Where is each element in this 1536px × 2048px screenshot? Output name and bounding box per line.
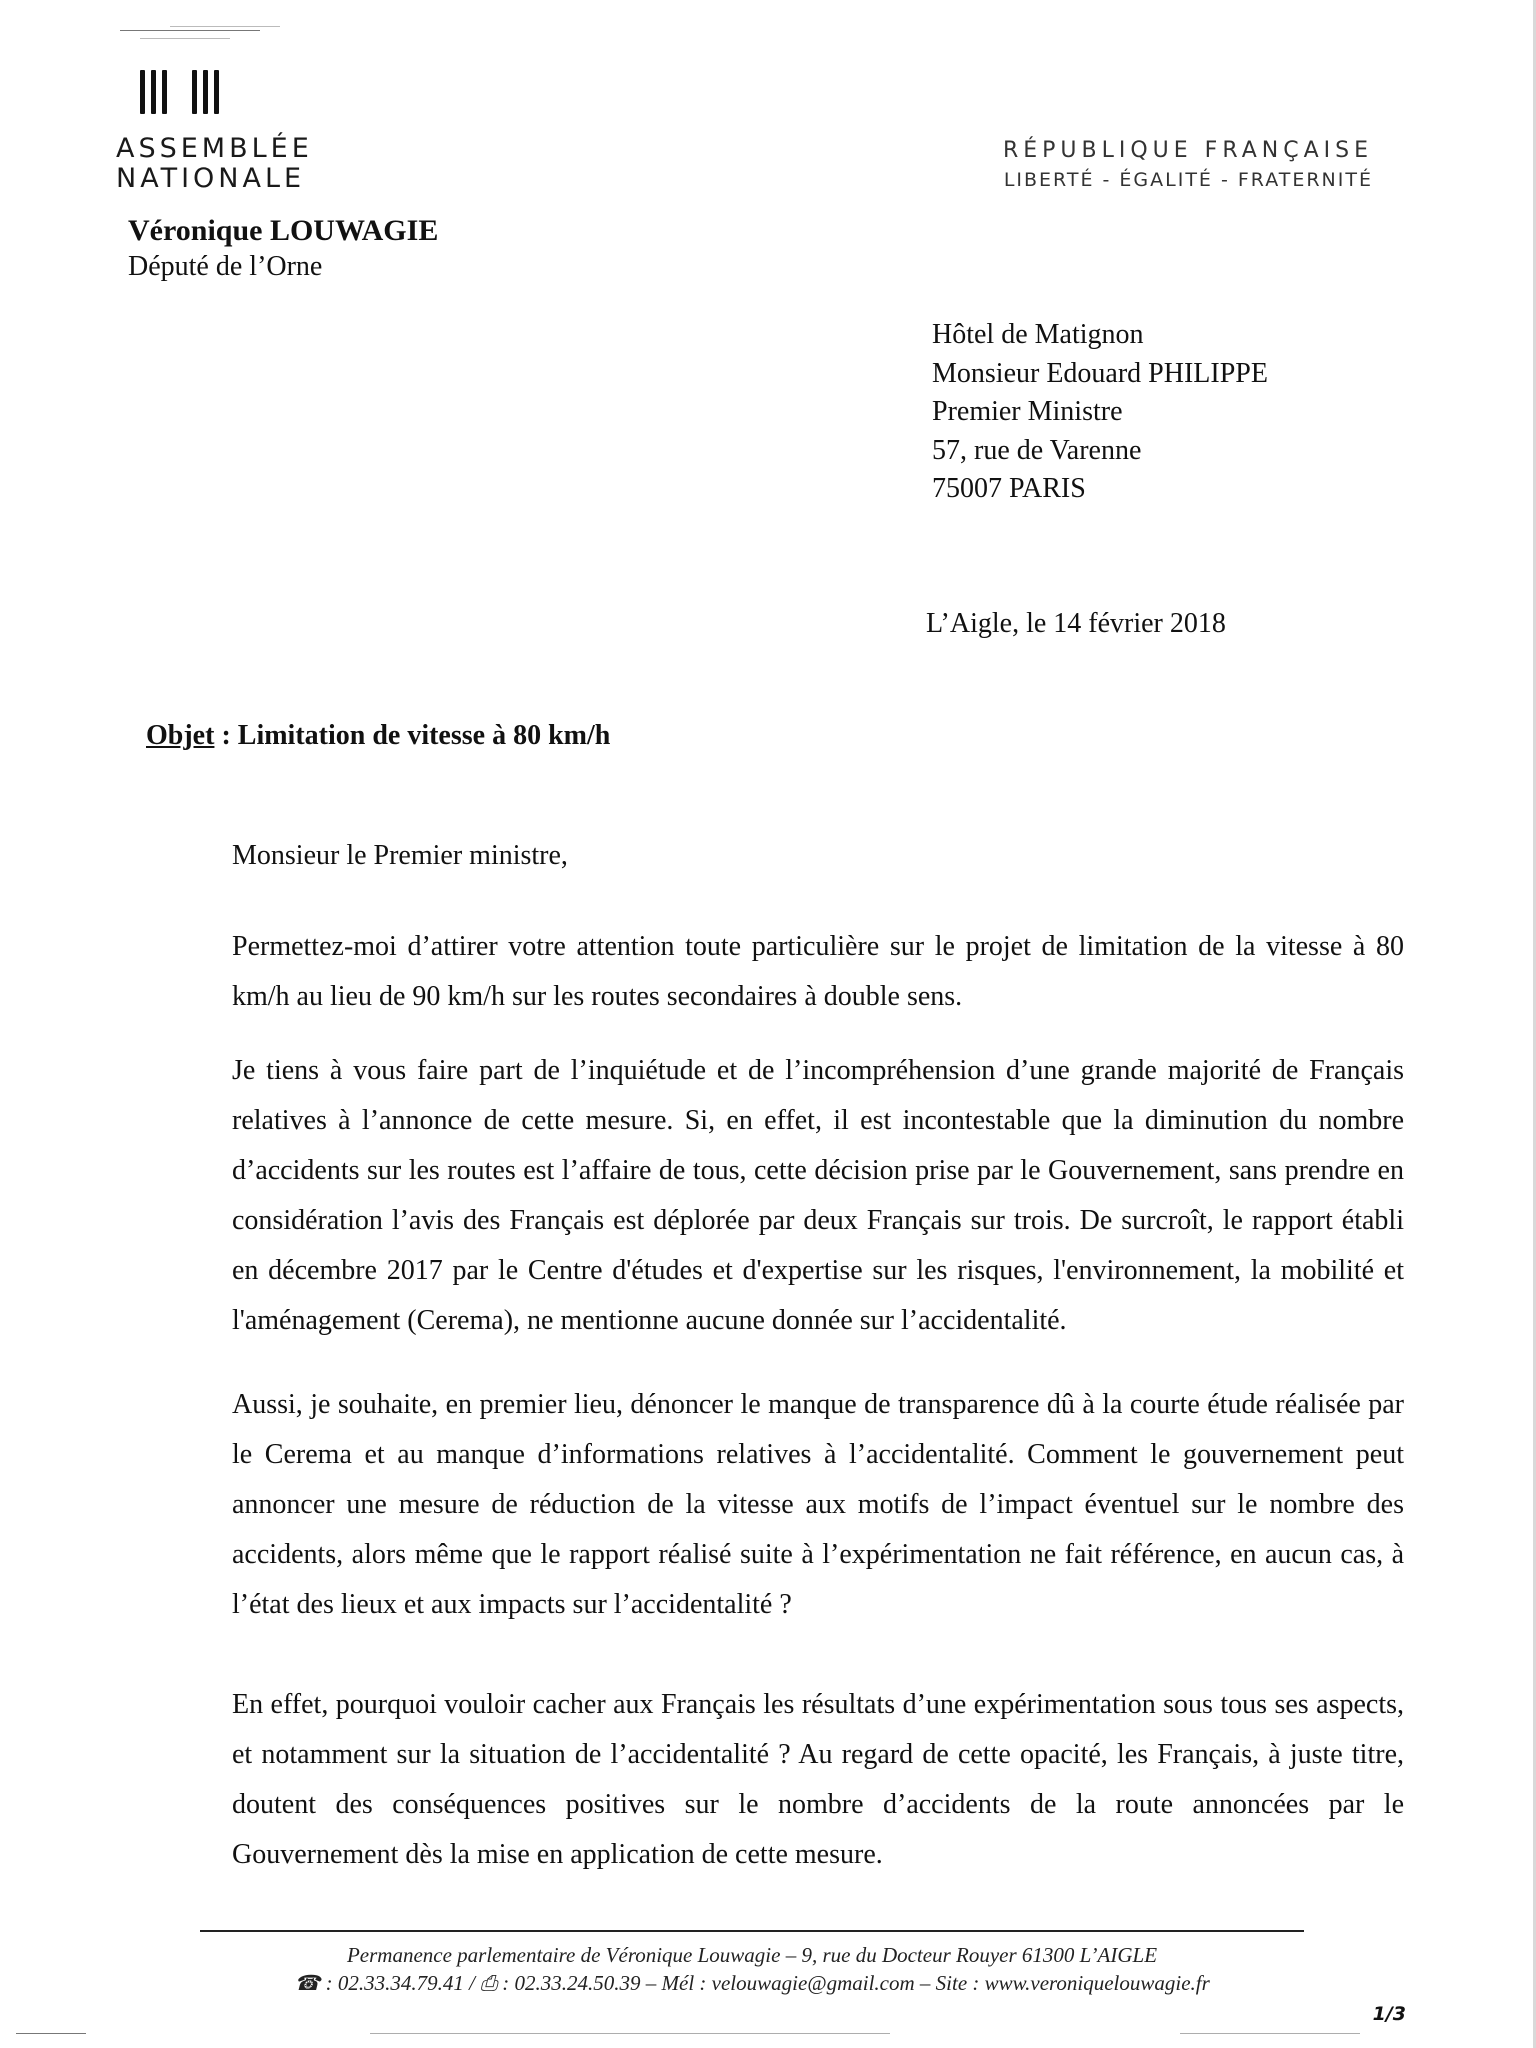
recipient-line: Monsieur Edouard PHILIPPE (932, 357, 1268, 389)
page-number: 1/3 (1372, 2003, 1406, 2025)
recipient-line: Hôtel de Matignon (932, 319, 1144, 350)
assemblee-nationale-wordmark (116, 134, 313, 194)
footer-fax: : 02.33.24.50.39 – (502, 1971, 657, 1995)
author-title: Député de l’Orne (128, 251, 323, 282)
republique-line: RÉPUBLIQUE FRANÇAISE (1002, 138, 1373, 163)
author-name: Véronique LOUWAGIE (128, 214, 439, 247)
telephone-icon: ☎ (294, 1971, 321, 1995)
salutation: Monsieur le Premier ministre, (232, 840, 568, 871)
subject-separator: : (214, 720, 238, 751)
recipient-line: 57, rue de Varenne (932, 434, 1142, 466)
subject-text: Limitation de vitesse à 80 km/h (237, 720, 611, 751)
scan-mark (120, 30, 260, 31)
logo-line-1: ASSEMBLÉE (116, 133, 313, 164)
subject-line (146, 720, 610, 752)
footer-mail: Mél : velouwagie@gmail.com – (661, 1971, 931, 1995)
republique-francaise-header (1003, 136, 1373, 194)
subject-label: Objet (146, 720, 215, 751)
recipient-line: Premier Ministre (932, 396, 1123, 427)
recipient-line: 75007 PARIS (932, 473, 1086, 504)
paragraph: Permettez-moi d’attirer votre attention toute particulière sur le projet de limitation de la vitesse à 80 km/h au lieu de 90 km/h sur les routes secondaires à double sens. (232, 931, 1404, 1012)
paragraph: En effet, pourquoi vouloir cacher aux Français les résultats d’une expérimentation sous tous ses aspects, et notamment sur la situation de l’accidentalité ? Au regard de cette opacité, les Français, à juste titre, doutent des conséquences positives sur le nombre d’accidents de la route annoncées par le Gouvernement dès la mise en application de cette mesure. (232, 1689, 1404, 1870)
footer-contacts (200, 1971, 1304, 1996)
footer-site: Site : www.veroniquelouwagie.fr (935, 1971, 1210, 1995)
footer-phone: : 02.33.34.79.41 / (325, 1971, 475, 1995)
scan-mark (370, 2033, 890, 2034)
scan-mark (16, 2033, 86, 2034)
logo-line-2: NATIONALE (116, 163, 306, 194)
fax-icon: ⎙ (480, 1971, 497, 1995)
scan-mark (170, 26, 280, 27)
devise-line: LIBERTÉ - ÉGALITÉ - FRATERNITÉ (1003, 169, 1373, 191)
paragraph: Aussi, je souhaite, en premier lieu, dénoncer le manque de transparence dû à la courte étude réalisée par le Cerema et au manque d’informations relatives à l’accidentalité. Comment le gouvernement peut annoncer une mesure de réduction de la vitesse aux motifs de l’impact éventuel sur le nombre des accidents, alors même que le rapport réalisé suite à l’expérimentation ne fait référence, en aucun cas, à l’état des lieux et aux impacts sur l’accidentalité ? (232, 1389, 1404, 1620)
letter-date: L’Aigle, le 14 février 2018 (926, 608, 1226, 639)
recipient-address (932, 316, 1268, 509)
scan-mark (1180, 2033, 1360, 2034)
paragraph: Je tiens à vous faire part de l’inquiétude et de l’incompréhension d’une grande majorité de Français relatives à l’annonce de cette mesure. Si, en effet, il est incontestable que la diminution du nombre d’accidents sur les routes est l’affaire de tous, cette décision prise par le Gouvernement, sans prendre en considération l’avis des Français est déplorée par deux Français sur trois. De surcroît, le rapport établi en décembre 2017 par le Centre d'études et d'expertise sur les risques, l'environnement, la mobilité et l'aménagement (Cerema), ne mentionne aucune donnée sur l’accidentalité. (232, 1055, 1404, 1336)
footer-address: Permanence parlementaire de Véronique Louwagie – 9, rue du Docteur Rouyer 61300 L’AIGLE (346, 1943, 1158, 1967)
footer-divider (200, 1930, 1304, 1932)
scan-mark (140, 38, 230, 39)
